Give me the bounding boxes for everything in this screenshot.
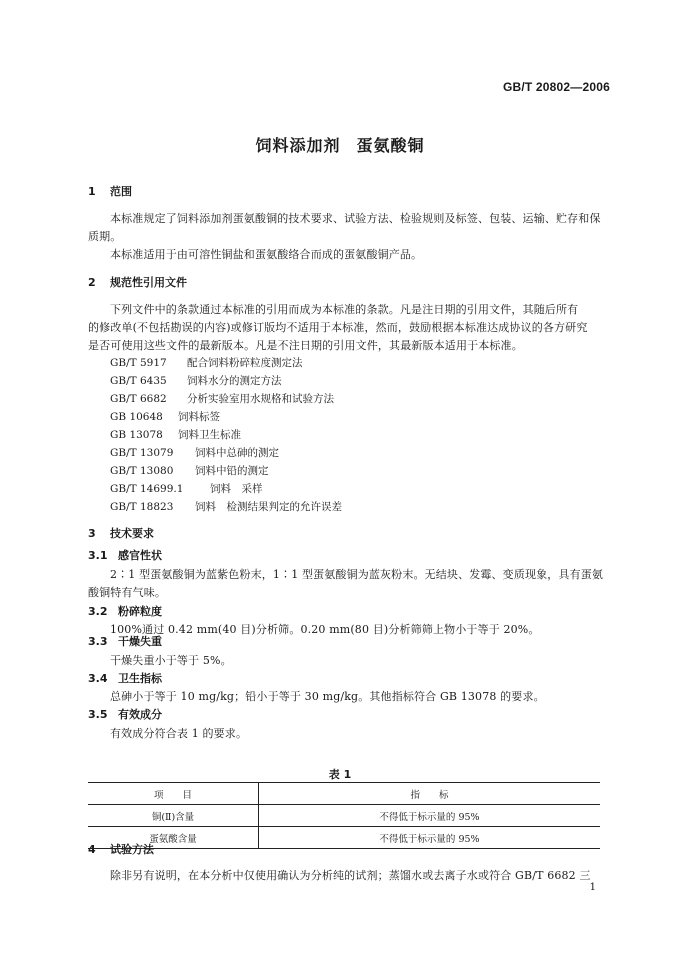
paragraph-line: 总砷小于等于 10 mg/kg；铅小于等于 30 mg/kg。其他指标符合 GB 13078 的要求。 — [110, 690, 545, 703]
page-number: 1 — [589, 882, 596, 893]
table-cell: 蛋氨酸含量 — [88, 827, 259, 849]
reference-code: GB 10648 — [110, 411, 163, 423]
section-1-heading — [88, 183, 132, 199]
reference-item — [110, 481, 263, 496]
paragraph-line: 本标准规定了饲料添加剂蛋氨酸铜的技术要求、试验方法、检验规则及标签、包装、运输、贮存和保 — [110, 212, 601, 225]
subsection-number: 3.1 — [88, 549, 108, 562]
paragraph-line: 干燥失重小于等于 5%。 — [110, 654, 232, 667]
reference-item — [110, 499, 342, 514]
section-title: 技术要求 — [110, 527, 154, 540]
reference-name: 饲料 检测结果判定的允许误差 — [195, 501, 342, 513]
subsection-number: 3.3 — [88, 635, 108, 648]
subsection-number: 3.5 — [88, 708, 108, 721]
table-header-cell: 项 目 — [88, 783, 259, 805]
section-number: 1 — [88, 185, 96, 198]
reference-code: GB/T 14699.1 — [110, 483, 184, 495]
subsection-3-5-heading — [88, 706, 162, 722]
table-cell: 铜(Ⅱ)含量 — [88, 805, 259, 827]
section-title: 试验方法 — [110, 843, 154, 856]
reference-code: GB 13078 — [110, 429, 163, 441]
title-part-2: 蛋氨酸铜 — [356, 136, 425, 155]
table-header-cell: 指 标 — [259, 783, 601, 805]
table-1 — [88, 782, 600, 849]
reference-item — [110, 373, 282, 388]
reference-code: GB/T 6435 — [110, 375, 167, 387]
reference-name: 饲料卫生标准 — [178, 429, 241, 441]
paragraph-line: 是否可使用这些文件的最新版本。凡是不注日期的引用文件，其最新版本适用于本标准。 — [88, 339, 523, 352]
section-3-heading — [88, 525, 154, 541]
standard-code: GB/T 20802—2006 — [502, 80, 610, 94]
reference-item — [110, 463, 269, 478]
section-number: 4 — [88, 843, 96, 856]
subsection-number: 3.2 — [88, 605, 108, 618]
subsection-title: 有效成分 — [118, 708, 162, 721]
section-title: 范围 — [110, 185, 132, 198]
subsection-title: 粉碎粒度 — [118, 605, 162, 618]
title-part-1: 饲料添加剂 — [255, 136, 341, 155]
subsection-3-1-heading — [88, 547, 162, 563]
document-title — [0, 133, 680, 156]
paragraph-line: 除非另有说明，在本分析中仅使用确认为分析纯的试剂；蒸馏水或去离子水或符合 GB/T 6682 三 — [110, 869, 591, 882]
reference-name: 饲料中铅的测定 — [195, 465, 269, 477]
reference-name: 配合饲料粉碎粒度测定法 — [187, 357, 303, 369]
subsection-title: 卫生指标 — [118, 672, 162, 685]
reference-item — [110, 427, 241, 442]
reference-item — [110, 355, 303, 370]
section-number: 3 — [88, 527, 96, 540]
subsection-3-3-heading — [88, 633, 162, 649]
reference-name: 饲料标签 — [178, 411, 220, 423]
reference-code: GB/T 18823 — [110, 501, 174, 513]
subsection-3-2-heading — [88, 603, 162, 619]
reference-name: 分析实验室用水规格和试验方法 — [187, 393, 334, 405]
section-title: 规范性引用文件 — [110, 276, 187, 289]
reference-item — [110, 391, 334, 406]
paragraph-line: 2∶1 型蛋氨酸铜为蓝紫色粉末，1∶1 型蛋氨酸铜为蓝灰粉末。无结块、发霉、变质现象，具有蛋氨 — [110, 568, 604, 581]
table-row — [88, 827, 600, 849]
reference-name: 饲料 采样 — [210, 483, 263, 495]
table-cell: 不得低于标示量的 95% — [379, 833, 480, 845]
paragraph-line: 100%通过 0.42 mm(40 目)分析筛。0.20 mm(80 目)分析筛筛上物小于等于 20%。 — [110, 623, 540, 636]
section-number: 2 — [88, 276, 96, 289]
subsection-title: 干燥失重 — [118, 635, 162, 648]
section-2-heading — [88, 274, 187, 290]
paragraph-line: 的修改单(不包括勘误的内容)或修订版均不适用于本标准，然而，鼓励根据本标准达成协议的各方研究 — [88, 321, 588, 334]
reference-code: GB/T 6682 — [110, 393, 167, 405]
reference-code: GB/T 5917 — [110, 357, 167, 369]
paragraph-line: 本标准适用于由可溶性铜盐和蛋氨酸络合而成的蛋氨酸铜产品。 — [110, 248, 423, 261]
reference-item — [110, 409, 220, 424]
reference-name: 饲料水分的测定方法 — [187, 375, 282, 387]
subsection-3-4-heading — [88, 670, 162, 686]
table-row — [88, 805, 600, 827]
paragraph-line: 质期。 — [88, 230, 122, 243]
subsection-title: 感官性状 — [118, 549, 162, 562]
table-header-row — [88, 783, 600, 805]
paragraph-line: 酸铜特有气味。 — [88, 586, 167, 599]
reference-code: GB/T 13080 — [110, 465, 174, 477]
paragraph-line: 下列文件中的条款通过本标准的引用而成为本标准的条款。凡是注日期的引用文件，其随后所有 — [110, 303, 579, 316]
table-cell: 不得低于标示量的 95% — [259, 805, 601, 827]
reference-name: 饲料中总砷的测定 — [195, 447, 279, 459]
table-caption: 表 1 — [328, 768, 352, 781]
paragraph-line: 有效成分符合表 1 的要求。 — [110, 727, 248, 740]
reference-code: GB/T 13079 — [110, 447, 174, 459]
section-4-heading — [88, 841, 154, 857]
reference-item — [110, 445, 279, 460]
subsection-number: 3.4 — [88, 672, 108, 685]
